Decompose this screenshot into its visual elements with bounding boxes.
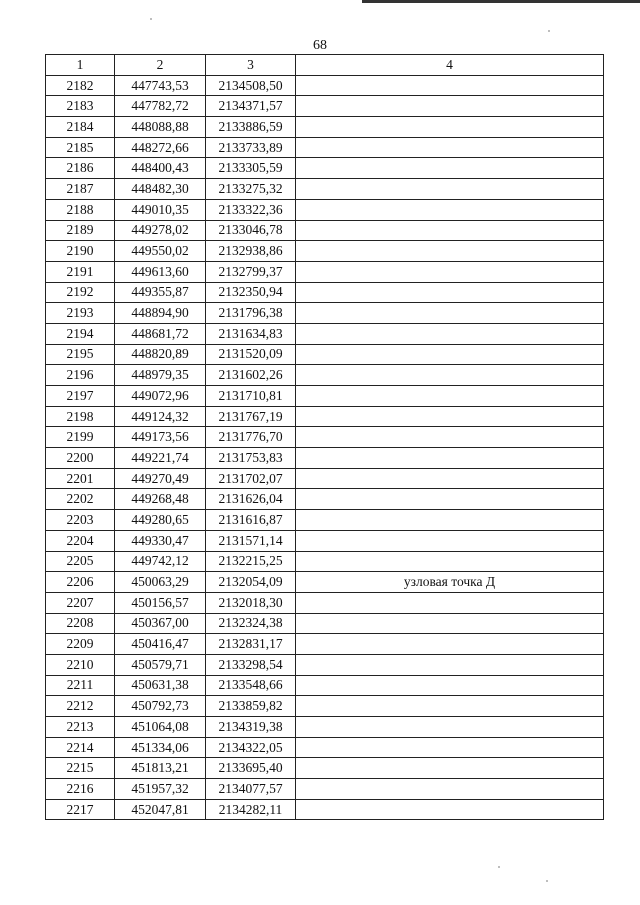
scan-speck: [498, 866, 500, 868]
note-cell: [296, 220, 604, 241]
y-coordinate-cell: 2131710,81: [206, 386, 296, 407]
table-row: [46, 654, 604, 675]
point-number-cell: 2193: [46, 303, 115, 324]
note-cell: [296, 323, 604, 344]
x-coordinate-cell: 449278,02: [115, 220, 206, 241]
table-row: [46, 386, 604, 407]
y-coordinate-cell: 2132054,09: [206, 572, 296, 593]
y-coordinate-cell: 2133548,66: [206, 675, 296, 696]
y-coordinate-cell: 2131571,14: [206, 530, 296, 551]
note-cell: [296, 241, 604, 262]
point-number-cell: 2202: [46, 489, 115, 510]
x-coordinate-cell: 452047,81: [115, 799, 206, 820]
point-number-cell: 2195: [46, 344, 115, 365]
point-number-cell: 2199: [46, 427, 115, 448]
y-coordinate-cell: 2133322,36: [206, 199, 296, 220]
point-number-cell: 2194: [46, 323, 115, 344]
table-row: [46, 779, 604, 800]
y-coordinate-cell: 2131702,07: [206, 468, 296, 489]
point-number-cell: 2183: [46, 96, 115, 117]
y-coordinate-cell: 2134322,05: [206, 737, 296, 758]
x-coordinate-cell: 450416,47: [115, 634, 206, 655]
table-row: [46, 137, 604, 158]
note-cell: [296, 75, 604, 96]
scan-speck: [150, 18, 152, 20]
note-cell: [296, 179, 604, 200]
y-coordinate-cell: 2131767,19: [206, 406, 296, 427]
note-cell: [296, 696, 604, 717]
note-cell: [296, 489, 604, 510]
point-number-cell: 2190: [46, 241, 115, 262]
table-row: [46, 572, 604, 593]
y-coordinate-cell: 2132018,30: [206, 592, 296, 613]
scan-top-rule: [362, 0, 640, 3]
note-cell: [296, 303, 604, 324]
scan-speck: [548, 30, 550, 32]
point-number-cell: 2217: [46, 799, 115, 820]
y-coordinate-cell: 2132215,25: [206, 551, 296, 572]
x-coordinate-cell: 451334,06: [115, 737, 206, 758]
x-coordinate-cell: 448894,90: [115, 303, 206, 324]
point-number-cell: 2211: [46, 675, 115, 696]
table-row: [46, 282, 604, 303]
x-coordinate-cell: 448400,43: [115, 158, 206, 179]
table-row: [46, 96, 604, 117]
page-number: 68: [313, 38, 327, 53]
point-number-cell: 2200: [46, 448, 115, 469]
note-cell: [296, 675, 604, 696]
table-row: [46, 489, 604, 510]
note-cell: [296, 448, 604, 469]
x-coordinate-cell: 450579,71: [115, 654, 206, 675]
point-number-cell: 2185: [46, 137, 115, 158]
x-coordinate-cell: 449355,87: [115, 282, 206, 303]
x-coordinate-cell: 450063,29: [115, 572, 206, 593]
table-row: [46, 117, 604, 138]
x-coordinate-cell: 449742,12: [115, 551, 206, 572]
y-coordinate-cell: 2131796,38: [206, 303, 296, 324]
point-number-cell: 2208: [46, 613, 115, 634]
y-coordinate-cell: 2132831,17: [206, 634, 296, 655]
note-cell: [296, 468, 604, 489]
y-coordinate-cell: 2131520,09: [206, 344, 296, 365]
note-cell: [296, 199, 604, 220]
y-coordinate-cell: 2132799,37: [206, 261, 296, 282]
point-number-cell: 2192: [46, 282, 115, 303]
coordinates-table: [45, 54, 604, 820]
note-cell: [296, 654, 604, 675]
column-header-1: 1: [46, 55, 115, 76]
point-number-cell: 2196: [46, 365, 115, 386]
x-coordinate-cell: 448482,30: [115, 179, 206, 200]
table-body: [46, 75, 604, 820]
note-cell: [296, 510, 604, 531]
point-number-cell: 2213: [46, 717, 115, 738]
note-cell: [296, 779, 604, 800]
point-number-cell: 2209: [46, 634, 115, 655]
note-cell: [296, 158, 604, 179]
table-header: [46, 55, 604, 76]
table-row: [46, 696, 604, 717]
x-coordinate-cell: 449613,60: [115, 261, 206, 282]
table-row: [46, 158, 604, 179]
y-coordinate-cell: 2131626,04: [206, 489, 296, 510]
table-row: [46, 592, 604, 613]
point-number-cell: 2187: [46, 179, 115, 200]
table-row: [46, 737, 604, 758]
point-number-cell: 2205: [46, 551, 115, 572]
point-number-cell: 2206: [46, 572, 115, 593]
point-number-cell: 2210: [46, 654, 115, 675]
table-row: [46, 613, 604, 634]
note-cell: узловая точка Д: [296, 572, 604, 593]
y-coordinate-cell: 2134319,38: [206, 717, 296, 738]
y-coordinate-cell: 2132324,38: [206, 613, 296, 634]
x-coordinate-cell: 449268,48: [115, 489, 206, 510]
table-row: [46, 323, 604, 344]
scan-speck: [546, 880, 548, 882]
table-row: [46, 365, 604, 386]
x-coordinate-cell: 450156,57: [115, 592, 206, 613]
table-row: [46, 406, 604, 427]
y-coordinate-cell: 2133298,54: [206, 654, 296, 675]
point-number-cell: 2216: [46, 779, 115, 800]
point-number-cell: 2201: [46, 468, 115, 489]
note-cell: [296, 386, 604, 407]
note-cell: [296, 427, 604, 448]
y-coordinate-cell: 2133305,59: [206, 158, 296, 179]
note-cell: [296, 365, 604, 386]
table-row: [46, 344, 604, 365]
x-coordinate-cell: 449124,32: [115, 406, 206, 427]
x-coordinate-cell: 448979,35: [115, 365, 206, 386]
point-number-cell: 2215: [46, 758, 115, 779]
note-cell: [296, 530, 604, 551]
note-cell: [296, 634, 604, 655]
y-coordinate-cell: 2133733,89: [206, 137, 296, 158]
note-cell: [296, 117, 604, 138]
table-row: [46, 510, 604, 531]
x-coordinate-cell: 451957,32: [115, 779, 206, 800]
table-row: [46, 303, 604, 324]
y-coordinate-cell: 2134077,57: [206, 779, 296, 800]
table-row: [46, 468, 604, 489]
point-number-cell: 2191: [46, 261, 115, 282]
x-coordinate-cell: 450367,00: [115, 613, 206, 634]
note-cell: [296, 551, 604, 572]
point-number-cell: 2204: [46, 530, 115, 551]
y-coordinate-cell: 2131602,26: [206, 365, 296, 386]
x-coordinate-cell: 451064,08: [115, 717, 206, 738]
y-coordinate-cell: 2131634,83: [206, 323, 296, 344]
note-cell: [296, 592, 604, 613]
x-coordinate-cell: 449221,74: [115, 448, 206, 469]
point-number-cell: 2212: [46, 696, 115, 717]
column-header-4: 4: [296, 55, 604, 76]
table-row: [46, 717, 604, 738]
table-row: [46, 241, 604, 262]
point-number-cell: 2189: [46, 220, 115, 241]
table-row: [46, 758, 604, 779]
point-number-cell: 2186: [46, 158, 115, 179]
x-coordinate-cell: 451813,21: [115, 758, 206, 779]
point-number-cell: 2188: [46, 199, 115, 220]
y-coordinate-cell: 2133275,32: [206, 179, 296, 200]
note-cell: [296, 282, 604, 303]
x-coordinate-cell: 447782,72: [115, 96, 206, 117]
x-coordinate-cell: 448820,89: [115, 344, 206, 365]
note-cell: [296, 737, 604, 758]
table-row: [46, 199, 604, 220]
table-row: [46, 448, 604, 469]
x-coordinate-cell: 449072,96: [115, 386, 206, 407]
note-cell: [296, 137, 604, 158]
table-row: [46, 675, 604, 696]
y-coordinate-cell: 2133695,40: [206, 758, 296, 779]
note-cell: [296, 799, 604, 820]
x-coordinate-cell: 448272,66: [115, 137, 206, 158]
column-header-3: 3: [206, 55, 296, 76]
table-row: [46, 261, 604, 282]
y-coordinate-cell: 2131753,83: [206, 448, 296, 469]
point-number-cell: 2198: [46, 406, 115, 427]
note-cell: [296, 613, 604, 634]
x-coordinate-cell: 448088,88: [115, 117, 206, 138]
note-cell: [296, 406, 604, 427]
x-coordinate-cell: 447743,53: [115, 75, 206, 96]
note-cell: [296, 261, 604, 282]
point-number-cell: 2207: [46, 592, 115, 613]
header-row: [46, 55, 604, 76]
x-coordinate-cell: 449330,47: [115, 530, 206, 551]
table-row: [46, 634, 604, 655]
note-cell: [296, 758, 604, 779]
x-coordinate-cell: 449010,35: [115, 199, 206, 220]
table-row: [46, 220, 604, 241]
table-row: [46, 799, 604, 820]
y-coordinate-cell: 2132938,86: [206, 241, 296, 262]
y-coordinate-cell: 2134508,50: [206, 75, 296, 96]
x-coordinate-cell: 450792,73: [115, 696, 206, 717]
table-row: [46, 427, 604, 448]
y-coordinate-cell: 2133859,82: [206, 696, 296, 717]
x-coordinate-cell: 449280,65: [115, 510, 206, 531]
point-number-cell: 2184: [46, 117, 115, 138]
point-number-cell: 2214: [46, 737, 115, 758]
table-row: [46, 530, 604, 551]
note-cell: [296, 344, 604, 365]
x-coordinate-cell: 449270,49: [115, 468, 206, 489]
y-coordinate-cell: 2133886,59: [206, 117, 296, 138]
y-coordinate-cell: 2134371,57: [206, 96, 296, 117]
x-coordinate-cell: 449173,56: [115, 427, 206, 448]
y-coordinate-cell: 2131776,70: [206, 427, 296, 448]
column-header-2: 2: [115, 55, 206, 76]
x-coordinate-cell: 450631,38: [115, 675, 206, 696]
y-coordinate-cell: 2134282,11: [206, 799, 296, 820]
x-coordinate-cell: 449550,02: [115, 241, 206, 262]
table-row: [46, 551, 604, 572]
x-coordinate-cell: 448681,72: [115, 323, 206, 344]
y-coordinate-cell: 2131616,87: [206, 510, 296, 531]
point-number-cell: 2197: [46, 386, 115, 407]
y-coordinate-cell: 2133046,78: [206, 220, 296, 241]
note-cell: [296, 717, 604, 738]
point-number-cell: 2203: [46, 510, 115, 531]
y-coordinate-cell: 2132350,94: [206, 282, 296, 303]
table-row: [46, 179, 604, 200]
point-number-cell: 2182: [46, 75, 115, 96]
table-row: [46, 75, 604, 96]
note-cell: [296, 96, 604, 117]
